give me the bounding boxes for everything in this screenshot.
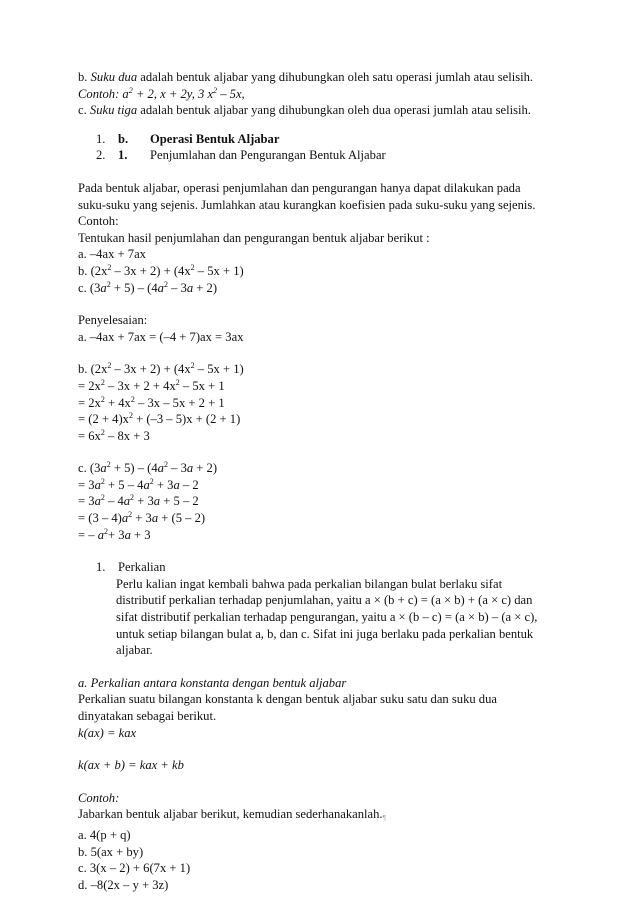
item-label: c.	[78, 103, 87, 118]
exponent: 2	[100, 427, 105, 437]
exercise-item: b. 5(ax + by)	[78, 844, 144, 859]
exponent: 2	[130, 394, 135, 404]
penyelesaian-label: Penyelesaian:	[78, 313, 148, 328]
list-number: 1.	[96, 560, 106, 575]
variable: a	[151, 511, 159, 526]
text: + 5 – 4	[104, 477, 144, 492]
text: – 3x + 2) + (4x	[111, 362, 191, 377]
solution-c-line	[78, 510, 568, 527]
text: – 5x + 1)	[194, 263, 244, 278]
paragraph-line: sifat distributif perkalian terhadap pengurangan, yaitu a × (b – c) = (a × b) – (a × c),	[116, 610, 538, 625]
list-number: 2.	[96, 148, 106, 163]
text: = 6x	[78, 428, 101, 443]
term: Suku dua	[90, 70, 138, 84]
exponent: 2	[100, 476, 105, 486]
definition: adalah bentuk aljabar yang dihubungkan oleh dua operasi jumlah atau selisih.	[140, 103, 531, 118]
text: Jabarkan bentuk aljabar berikut, kemudian sederhanakanlah.	[78, 807, 383, 822]
text: c. (3	[78, 461, 101, 476]
heading-perkalian: Perkalian	[118, 560, 166, 575]
text: = (3 – 4)	[78, 511, 122, 526]
formula: k(ax + b) = kax + kb	[78, 758, 184, 773]
instruction-line	[78, 806, 568, 827]
paragraph-line: Perkalian suatu bilangan konstanta k dengan bentuk aljabar suku satu dan suku dua	[78, 692, 497, 707]
list-item	[78, 131, 568, 148]
exponent: 2	[175, 377, 180, 387]
exponent: 2	[128, 411, 133, 421]
solution-a: a. –4ax + 7ax = (–4 + 7)ax = 3ax	[78, 329, 244, 344]
text: – 3x + 2 + 4x	[104, 378, 176, 393]
exercise-item: d. –8(2x – y + 3z)	[78, 877, 169, 892]
text: Contoh: a	[78, 86, 129, 101]
suku-dua-line	[78, 69, 568, 86]
paragraph-line: distributif perkalian terhadap penjumlahan, yaitu a × (b + c) = (a × b) + (a × c) dan	[116, 593, 533, 608]
paragraph-line: untuk setiap bilangan bulat a, b, dan c. Sifat ini juga berlaku pada perkalian bentuk	[116, 626, 534, 641]
solution-b-line	[78, 395, 568, 412]
solution-b-line	[78, 378, 568, 395]
variable: a	[153, 494, 161, 509]
document-page	[78, 69, 568, 893]
heading-operasi: Operasi Bentuk Aljabar	[150, 131, 280, 146]
text: = 2x	[78, 378, 101, 393]
text: + 5) – (4	[110, 461, 158, 476]
text: b. (2x	[78, 263, 108, 278]
question-b	[78, 263, 568, 280]
exponent: 2	[100, 377, 105, 387]
text: – 4	[104, 494, 124, 509]
text: c. (3	[78, 280, 101, 295]
text: + 5 – 2	[160, 494, 199, 509]
exponent: 2	[100, 493, 105, 503]
variable: a	[157, 280, 164, 295]
text: + 3	[153, 477, 174, 492]
paragraph-line: suku-suku yang sejenis. Jumlahkan atau kurangkan koefisien pada suku-suku yang sejenis.	[78, 197, 536, 212]
exercise-item: c. 3(x – 2) + 6(7x + 1)	[78, 861, 191, 876]
text: = 3	[78, 477, 95, 492]
list-sub-number: 1.	[118, 148, 128, 163]
definition: adalah bentuk aljabar yang dihubungkan oleh satu operasi jumlah atau selisih.	[140, 70, 534, 84]
text: b. (2x	[78, 362, 108, 377]
exponent: 2	[190, 262, 195, 272]
exponent: 2	[100, 394, 105, 404]
text: + 3	[134, 494, 154, 509]
text: + 3	[132, 511, 152, 526]
solution-b-line	[78, 361, 568, 378]
text: = 3	[78, 494, 95, 509]
text: – 5x,	[217, 86, 245, 101]
text: – 2	[179, 477, 199, 492]
exponent: 2	[213, 85, 218, 95]
text: – 3	[167, 461, 187, 476]
text: + 4x	[104, 395, 131, 410]
solution-c-line	[78, 477, 568, 494]
text: + 3	[108, 527, 125, 542]
text: – 3	[167, 280, 187, 295]
exponent: 2	[130, 493, 135, 503]
exponent: 2	[128, 510, 133, 520]
list-number: 1.	[96, 131, 106, 146]
text: + (–3 – 5)x + (2 + 1)	[132, 412, 241, 427]
list-sub-number: b.	[118, 131, 129, 146]
text: = –	[78, 527, 98, 542]
variable: a	[121, 511, 129, 526]
text: + 2)	[193, 461, 218, 476]
text: + 3	[130, 527, 151, 542]
text: = (2 + 4)x	[78, 412, 129, 427]
solution-c-line	[78, 527, 568, 544]
variable: a	[123, 494, 131, 509]
exponent: 2	[190, 361, 195, 371]
variable: a	[97, 527, 104, 542]
variable: a	[100, 280, 107, 295]
list-item	[78, 147, 568, 164]
text: – 8x + 3	[104, 428, 150, 443]
solution-b-line	[78, 411, 568, 428]
exponent: 2	[104, 526, 108, 536]
anchor-mark-icon: ¶	[382, 814, 386, 823]
question-a: a. –4ax + 7ax	[78, 247, 146, 262]
term: Suku tiga	[89, 103, 138, 118]
item-label: b.	[78, 70, 88, 84]
variable: a	[94, 494, 101, 509]
text: + 2, x + 2y, 3 x	[132, 86, 214, 101]
list-item-perkalian	[78, 559, 568, 576]
exponent: 2	[106, 460, 111, 470]
solution-c-line	[78, 493, 568, 510]
paragraph-line: aljabar.	[116, 643, 153, 658]
variable: a	[94, 477, 101, 492]
paragraph-line: Contoh:	[78, 214, 119, 229]
contoh-heading: Contoh:	[78, 790, 120, 805]
text: – 5x + 1	[179, 378, 225, 393]
text: – 3x – 5x + 2 + 1	[134, 395, 225, 410]
text: – 3x + 2) + (4x	[111, 263, 191, 278]
exponent: 2	[163, 279, 168, 289]
section-heading: a. Perkalian antara konstanta dengan bentuk aljabar	[78, 675, 347, 690]
text: + (5 – 2)	[158, 511, 206, 526]
exercise-item: a. 4(p + q)	[78, 827, 131, 842]
exponent: 2	[107, 262, 112, 272]
exponent: 2	[106, 279, 111, 289]
variable: a	[186, 461, 194, 476]
text: = 2x	[78, 395, 101, 410]
variable: a	[173, 477, 180, 492]
exponent: 2	[163, 460, 168, 470]
variable: a	[157, 461, 164, 476]
variable: a	[143, 477, 150, 492]
solution-b-line	[78, 428, 568, 445]
paragraph-line: Tentukan hasil penjumlahan dan pengurangan bentuk aljabar berikut :	[78, 230, 430, 245]
variable: a	[186, 280, 194, 295]
exponent: 2	[107, 361, 112, 371]
heading-penjumlahan: Penjumlahan dan Pengurangan Bentuk Aljabar	[150, 148, 386, 163]
paragraph-line: Pada bentuk aljabar, operasi penjumlahan dan pengurangan hanya dapat dilakukan pada	[78, 180, 521, 195]
solution-c-line	[78, 460, 568, 477]
text: + 2)	[193, 280, 218, 295]
exponent: 2	[128, 85, 133, 95]
paragraph-line: Perlu kalian ingat kembali bahwa pada perkalian bilangan bulat berlaku sifat	[116, 576, 503, 591]
suku-tiga-line	[78, 102, 568, 119]
variable: a	[124, 527, 131, 542]
variable: a	[100, 461, 107, 476]
exponent: 2	[149, 476, 154, 486]
text: + 5) – (4	[110, 280, 158, 295]
paragraph-line: dinyatakan sebagai berikut.	[78, 709, 217, 723]
perkalian-paragraph	[78, 576, 568, 659]
text: – 5x + 1)	[194, 362, 244, 377]
formula: k(ax) = kax	[78, 725, 137, 740]
question-c	[78, 280, 568, 297]
contoh-example-line	[78, 86, 568, 103]
